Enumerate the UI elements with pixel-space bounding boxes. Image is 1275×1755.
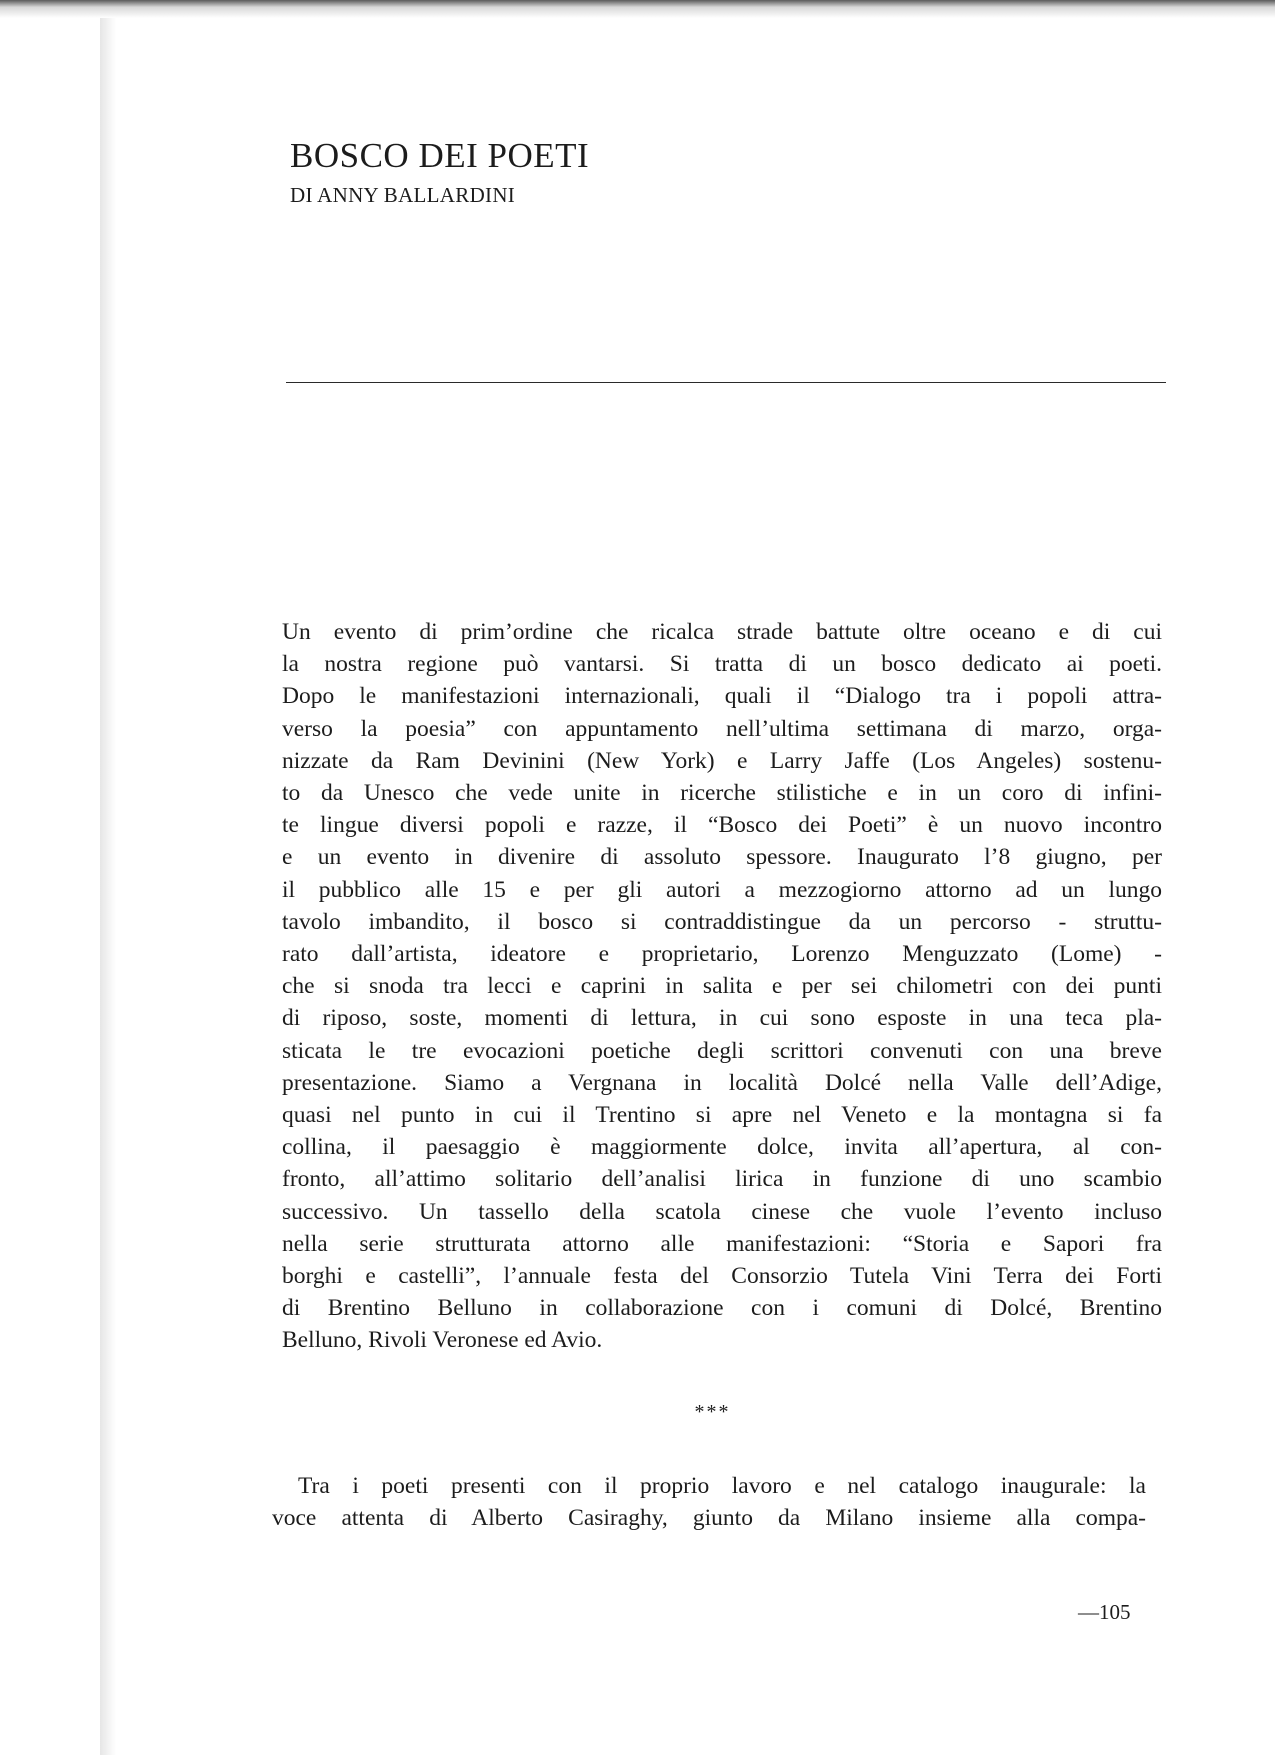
- text-line: tavolo imbandito, il bosco si contraddistingue da un percorso - struttu-: [282, 908, 1162, 935]
- paragraph-2: [272, 1470, 1146, 1534]
- scan-shadow-top: [0, 0, 1275, 18]
- text-line: collina, il paesaggio è maggiormente dolce, invita all’apertura, al con-: [282, 1134, 1162, 1161]
- text-line: rato dall’artista, ideatore e proprietario, Lorenzo Menguzzato (Lome) -: [282, 941, 1162, 968]
- title-divider: [286, 382, 1166, 383]
- text-line: to da Unesco che vede unite in ricerche stilistiche e in un coro di infini-: [282, 780, 1162, 807]
- text-line: borghi e castelli”, l’annuale festa del Consorzio Tutela Vini Terra dei Forti: [282, 1263, 1162, 1290]
- text-line: te lingue diversi popoli e razze, il “Bosco dei Poeti” è un nuovo incontro: [282, 812, 1162, 839]
- scan-shadow-spine: [100, 18, 116, 1755]
- text-line: Un evento di prim’ordine che ricalca strade battute oltre oceano e di cui: [282, 619, 1162, 645]
- text-line: voce attenta di Alberto Casiraghy, giunto da Milano insieme alla compa-: [272, 1505, 1146, 1532]
- text-line: fronto, all’attimo solitario dell’analisi lirica in funzione di uno scambio: [282, 1166, 1162, 1193]
- text-line: Belluno, Rivoli Veronese ed Avio.: [282, 1327, 603, 1354]
- text-line: verso la poesia” con appuntamento nell’ultima settimana di marzo, orga-: [282, 715, 1162, 742]
- page-number: —105: [1078, 1600, 1131, 1624]
- text-line: Dopo le manifestazioni internazionali, quali il “Dialogo tra i popoli attra-: [282, 683, 1162, 710]
- text-line: la nostra regione può vantarsi. Si tratta di un bosco dedicato ai poeti.: [282, 651, 1162, 678]
- article-title: BOSCO DEI POETI: [290, 136, 590, 175]
- text-line: di riposo, soste, momenti di lettura, in cui sono esposte in una teca pla-: [282, 1005, 1162, 1032]
- text-line: successivo. Un tassello della scatola cinese che vuole l’evento incluso: [282, 1198, 1162, 1225]
- text-line: nella serie strutturata attorno alle manifestazioni: “Storia e Sapori fra: [282, 1230, 1162, 1257]
- text-line: presentazione. Siamo a Vergnana in località Dolcé nella Valle dell’Adige,: [282, 1069, 1162, 1096]
- text-line: di Brentino Belluno in collaborazione con i comuni di Dolcé, Brentino: [282, 1295, 1162, 1322]
- text-line: il pubblico alle 15 e per gli autori a mezzogiorno attorno ad un lungo: [282, 876, 1162, 903]
- article-author: DI ANNY BALLARDINI: [290, 183, 516, 207]
- text-line: che si snoda tra lecci e caprini in salita e per sei chilometri con dei punti: [282, 973, 1162, 1000]
- paragraph-1: [282, 616, 1162, 1357]
- text-line: Tra i poeti presenti con il proprio lavoro e nel catalogo inaugurale: la: [298, 1473, 1146, 1499]
- text-line: quasi nel punto in cui il Trentino si apre nel Veneto e la montagna si fa: [282, 1102, 1162, 1129]
- section-separator: ***: [694, 1401, 731, 1423]
- article-heading: [290, 136, 589, 208]
- text-line: e un evento in divenire di assoluto spessore. Inaugurato l’8 giugno, per: [282, 844, 1162, 871]
- text-line: sticata le tre evocazioni poetiche degli scrittori convenuti con una breve: [282, 1037, 1162, 1064]
- text-line: nizzate da Ram Devinini (New York) e Larry Jaffe (Los Angeles) sostenu-: [282, 747, 1162, 774]
